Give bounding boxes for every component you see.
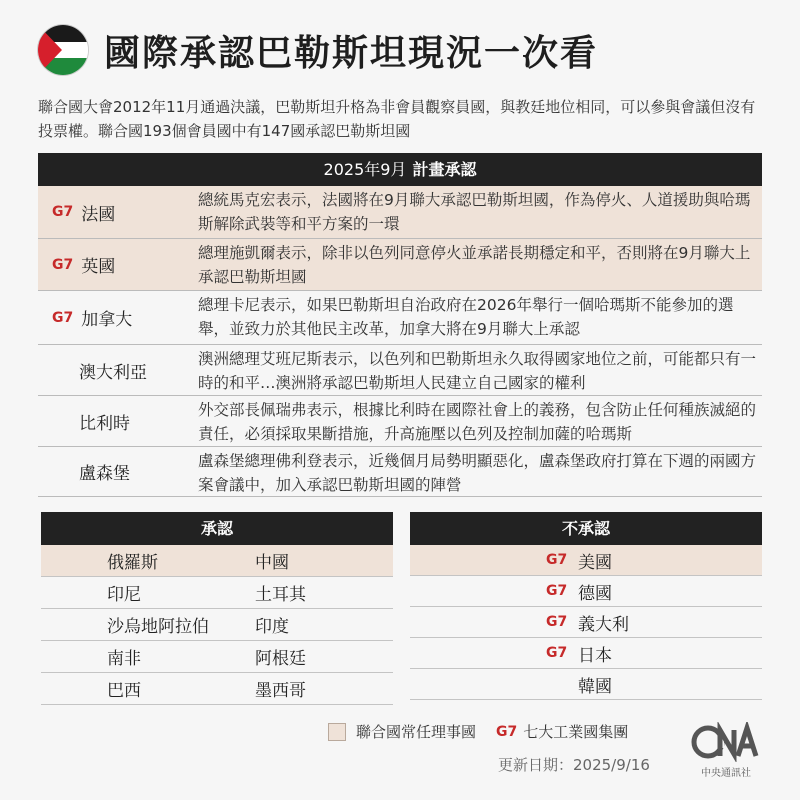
g7-tag: G7 xyxy=(52,256,74,273)
g7-tag: G7 xyxy=(52,309,74,326)
g7-tag: G7 xyxy=(546,552,568,568)
table-row xyxy=(38,291,762,345)
table-row xyxy=(38,345,762,396)
country-name: 美國 xyxy=(578,552,612,573)
g7-tag: G7 xyxy=(546,614,568,630)
list-row xyxy=(41,609,393,641)
g7-tag: G7 xyxy=(52,204,74,220)
cna-logo xyxy=(690,722,762,778)
country-cell xyxy=(38,447,196,496)
legend-g7-tag: G7 xyxy=(496,723,518,740)
list-row xyxy=(410,607,762,638)
intro-text: 聯合國大會2012年11月通過決議，巴勒斯坦升格為非會員觀察員國，與教廷地位相同，可以參與會議但沒有投票權。聯合國193個會員國中有147國承認巴勒斯坦國 xyxy=(38,98,756,140)
g7-tag: G7 xyxy=(546,583,568,599)
table-row xyxy=(38,186,762,239)
legend-g7-label: 七大工業國集團 xyxy=(523,723,629,741)
heading-label: 計畫承認 xyxy=(412,160,477,179)
description-cell: 總統馬克宏表示，法國將在9月聯大承認巴勒斯坦國，作為停火、人道援助與哈瑪斯解除武裝等和平方案的一環 xyxy=(198,191,751,233)
list-row xyxy=(410,576,762,607)
description-cell: 澳洲總理艾班尼斯表示，以色列和巴勒斯坦永久取得國家地位之前，可能都只有一時的和平…澳洲將承認巴勒斯坦人民建立自己國家的權利 xyxy=(198,350,757,392)
country-name: 法國 xyxy=(81,204,116,225)
country-name: 韓國 xyxy=(578,676,612,697)
country-name: 墨西哥 xyxy=(255,681,306,701)
list-row xyxy=(410,638,762,669)
country-cell xyxy=(38,291,196,344)
page-title: 國際承認巴勒斯坦現況一次看 xyxy=(104,32,599,74)
country-name: 南非 xyxy=(107,649,141,669)
country-name: 印尼 xyxy=(107,585,141,605)
recognize-table xyxy=(41,512,393,705)
palestine-flag-icon xyxy=(38,25,88,75)
description-cell: 外交部長佩瑞弗表示，根據比利時在國際社會上的義務，包含防止任何種族滅絕的責任，必須採取果斷措施，升高施壓以色列及控制加薩的哈瑪斯 xyxy=(198,401,757,443)
recognize-heading: 承認 xyxy=(41,512,393,545)
country-name: 印度 xyxy=(255,617,289,637)
country-cell xyxy=(38,396,196,446)
list-row xyxy=(41,545,393,577)
legend-swatch-label: 聯合國常任理事國 xyxy=(356,723,477,741)
not-recognize-heading: 不承認 xyxy=(410,512,762,545)
update-date: 更新日期：2025/9/16 xyxy=(498,756,650,774)
list-row xyxy=(410,669,762,700)
list-row xyxy=(410,545,762,576)
description-cell: 總理卡尼表示，如果巴勒斯坦自治政府在2026年舉行一個哈瑪斯不能參加的選舉，並致力於其他民主改革，加拿大將在9月聯大上承認 xyxy=(198,296,734,338)
table-row xyxy=(38,447,762,497)
country-name: 盧森堡 xyxy=(79,464,130,484)
table-heading xyxy=(38,153,762,186)
list-row xyxy=(41,577,393,609)
planned-recognition-table xyxy=(38,153,762,497)
title-row xyxy=(38,22,598,78)
country-name: 義大利 xyxy=(578,614,629,635)
table-row xyxy=(38,239,762,291)
country-cell xyxy=(38,186,196,238)
not-recognize-table xyxy=(410,512,762,700)
country-name: 沙烏地阿拉伯 xyxy=(107,617,209,637)
g7-tag: G7 xyxy=(546,645,568,661)
country-name: 德國 xyxy=(578,583,612,604)
list-row xyxy=(41,641,393,673)
country-cell xyxy=(38,239,196,290)
logo-text: 中央通訊社 xyxy=(701,768,751,779)
country-name: 土耳其 xyxy=(255,585,306,605)
legend xyxy=(328,721,628,742)
country-name: 俄羅斯 xyxy=(107,553,158,573)
table-row xyxy=(38,396,762,447)
country-name: 澳大利亞 xyxy=(79,362,147,383)
country-cell xyxy=(38,345,196,395)
country-name: 英國 xyxy=(81,257,116,277)
heading-date: 2025年9月 xyxy=(323,160,407,179)
list-row xyxy=(41,673,393,705)
country-name: 加拿大 xyxy=(81,310,133,330)
country-name: 中國 xyxy=(255,553,289,573)
country-name: 阿根廷 xyxy=(255,649,306,669)
country-name: 巴西 xyxy=(107,681,141,701)
country-name: 日本 xyxy=(578,645,612,666)
country-name: 比利時 xyxy=(79,413,130,434)
description-cell: 總理施凱爾表示，除非以色列同意停火並承諾長期穩定和平，否則將在9月聯大上承認巴勒斯坦國 xyxy=(198,244,751,286)
permanent-member-swatch xyxy=(328,723,346,741)
description-cell: 盧森堡總理佛利登表示，近幾個月局勢明顯惡化，盧森堡政府打算在下週的兩國方案會議中，加入承認巴勒斯坦國的陣營 xyxy=(198,452,757,494)
